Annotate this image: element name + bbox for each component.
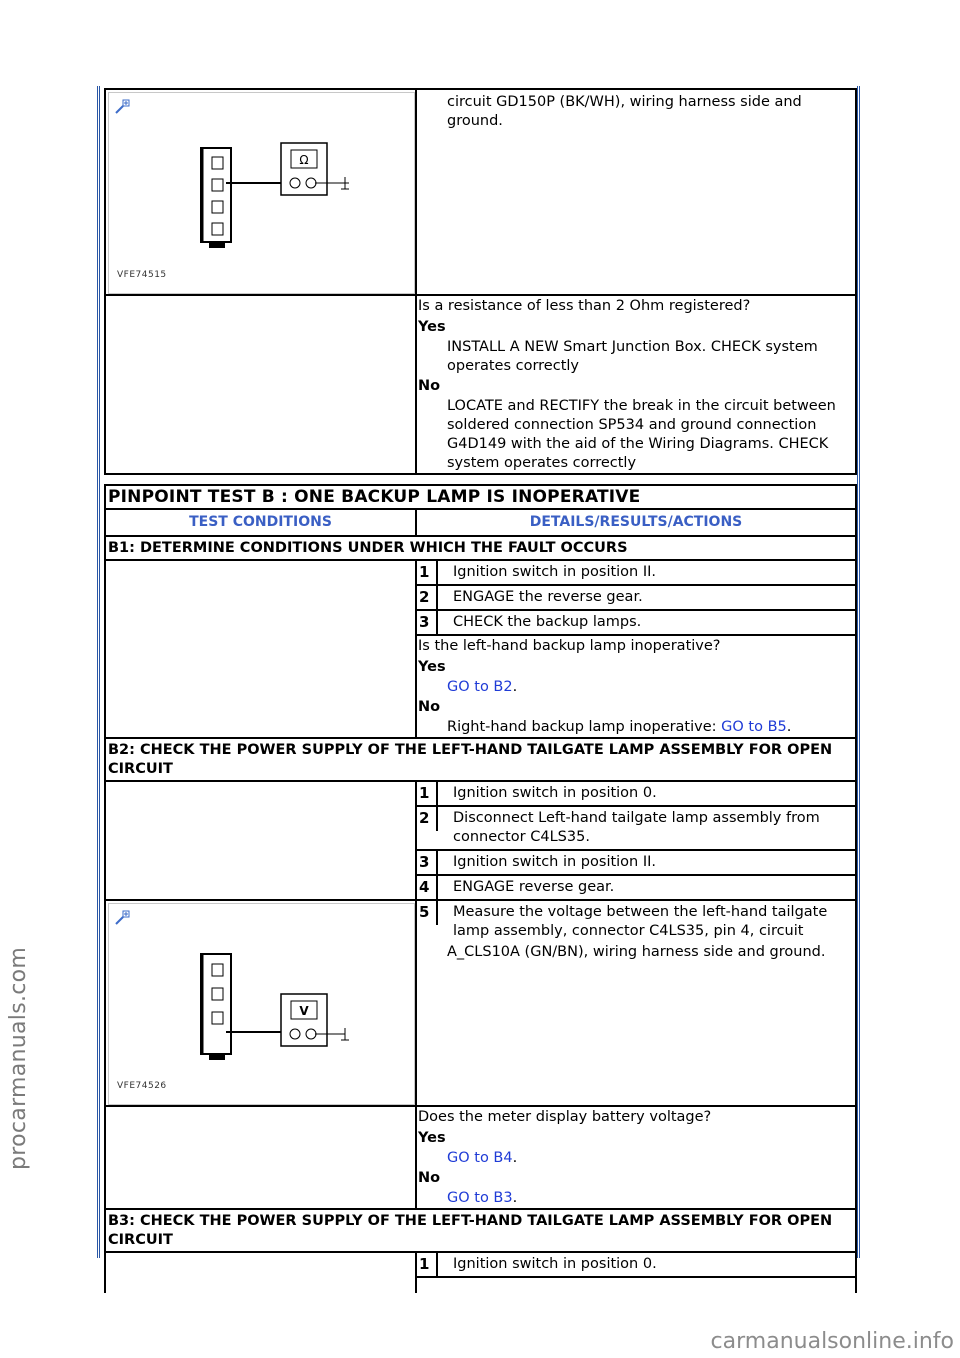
go-to-b4-link[interactable]: GO to B4 <box>447 1150 513 1166</box>
b1-step: 2 ENGAGE the reverse gear. <box>416 585 856 610</box>
b2-step: 1 Ignition switch in position 0. <box>416 781 856 806</box>
wiring-figure-b2[interactable] <box>108 903 415 1105</box>
wiring-figure[interactable] <box>108 92 415 294</box>
b1-result-cell: Is the left-hand backup lamp inoperative? Yes GO to B2. No Right-hand backup lamp inoperative: GO to B5. <box>416 635 856 738</box>
side-watermark: procarmanuals.com <box>6 946 31 1170</box>
result-cell: Is a resistance of less than 2 Ohm registered? Yes INSTALL A NEW Smart Junction Box. CHECK system operates correctly No LOCATE and RECTIFY the break in the circuit between soldered connection SP534 and ground connection G4D149 with the aid of the Wiring Diagrams. CHECK system operates correctly <box>416 295 856 474</box>
go-to-b2-link[interactable]: GO to B2 <box>447 679 513 695</box>
b3-conditions-cell <box>105 1252 416 1293</box>
test-title: PINPOINT TEST B : ONE BACKUP LAMP IS INOPERATIVE <box>105 485 856 509</box>
b2-conditions-cell <box>105 781 416 900</box>
figure-cell <box>105 89 416 295</box>
continued-step-text: circuit GD150P (BK/WH), wiring harness side and ground. <box>416 89 856 295</box>
col-header-details: DETAILS/RESULTS/ACTIONS <box>416 509 856 536</box>
page-frame-right <box>857 86 860 1258</box>
b2-step: 3 Ignition switch in position II. <box>416 850 856 875</box>
b2-step: 2 Disconnect Left-hand tailgate lamp assembly from connector C4LS35. <box>416 806 856 850</box>
continued-test-table <box>104 88 857 475</box>
figure-id: VFE74526 <box>117 1081 167 1091</box>
b2-result-conditions <box>105 1106 416 1209</box>
col-header-conditions: TEST CONDITIONS <box>105 509 416 536</box>
meter-symbol: Ω <box>299 153 309 167</box>
b2-step: 4 ENGAGE reverse gear. <box>416 875 856 900</box>
bottom-watermark: carmanualsonline.info <box>710 1329 954 1354</box>
empty-conditions-cell <box>105 295 416 474</box>
ohmmeter-diagram <box>109 93 418 295</box>
b1-step: 3 CHECK the backup lamps. <box>416 610 856 635</box>
section-heading-b2: B2: CHECK THE POWER SUPPLY OF THE LEFT-HAND TAILGATE LAMP ASSEMBLY FOR OPEN CIRCUIT <box>105 738 856 781</box>
b2-step-5: 5 Measure the voltage between the left-hand tailgate lamp assembly, connector C4LS35, pin 4, circuit A_CLS10A (GN/BN), wiring harness side and ground. <box>416 900 856 1106</box>
go-to-b5-link[interactable]: GO to B5 <box>721 719 787 735</box>
section-heading-b1: B1: DETERMINE CONDITIONS UNDER WHICH THE FAULT OCCURS <box>105 536 856 560</box>
b2-result-cell: Does the meter display battery voltage? Yes GO to B4. No GO to B3. <box>416 1106 856 1209</box>
figure-id: VFE74515 <box>117 270 167 280</box>
b1-conditions-cell <box>105 560 416 738</box>
b3-step: 1 Ignition switch in position 0. <box>416 1252 856 1293</box>
meter-symbol: V <box>299 1004 309 1018</box>
voltmeter-diagram <box>109 904 418 1106</box>
go-to-b3-link[interactable]: GO to B3 <box>447 1190 513 1206</box>
figure-cell-b2 <box>105 900 416 1106</box>
b1-step: 1 Ignition switch in position II. <box>416 560 856 585</box>
section-heading-b3: B3: CHECK THE POWER SUPPLY OF THE LEFT-HAND TAILGATE LAMP ASSEMBLY FOR OPEN CIRCUIT <box>105 1209 856 1252</box>
page-frame-left <box>97 86 100 1258</box>
pinpoint-test-b-table <box>104 484 857 1293</box>
